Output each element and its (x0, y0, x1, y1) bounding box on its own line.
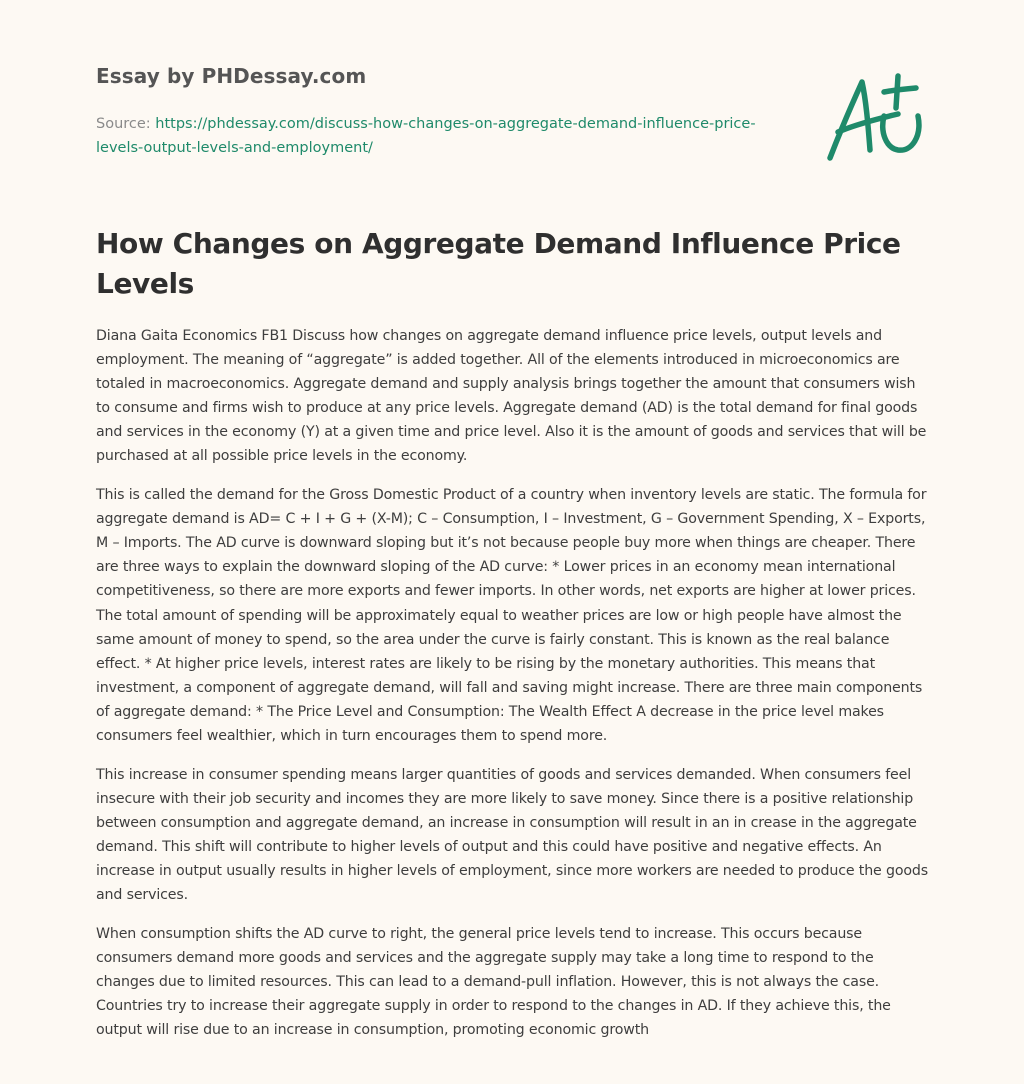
paragraph: This is called the demand for the Gross Domestic Product of a country when inventory levels are static. The formula for aggregate demand is AD= C + I + G + (X-M); C – Consumption, I – Investment, G – Government Spending, X – Exports, M – Imports. The AD curve is downward sloping but it’s not because people buy more when things are cheaper. There are three ways to explain the downward sloping of the AD curve: * Lower prices in an economy mean international competitiveness, so there are more exports and fewer imports. In other words, net exports are higher at lower prices. The total amount of spending will be approximately equal to weather prices are low or high people have almost the same amount of money to spend, so the area under the curve is fairly constant. This is known as the real balance effect. * At higher price levels, interest rates are likely to be rising by the monetary authorities. This means that investment, a component of aggregate demand, will fall and saving might increase. There are three main components of aggregate demand: * The Price Level and Consumption: The Wealth Effect A decrease in the price level makes consumers feel wealthier, which in turn encourages them to spend more. (96, 487, 927, 744)
source-line (96, 112, 796, 160)
paragraph: Diana Gaita Economics FB1 Discuss how changes on aggregate demand influence price levels, output levels and employment. The meaning of “aggregate” is added together. All of the elements introduced in microeconomics are totaled in macroeconomics. Aggregate demand and supply analysis brings together the amount that consumers wish to consume and firms wish to produce at any price levels. Aggregate demand (AD) is the total demand for final goods and services in the economy (Y) at a given time and price level. Also it is the amount of goods and services that will be purchased at all possible price levels in the economy. (96, 328, 927, 465)
site-brand: Essay by PHDessay.com (96, 64, 367, 88)
a-plus-logo-icon (822, 70, 930, 166)
source-link[interactable]: https://phdessay.com/discuss-how-changes-on-aggregate-demand-influence-price-levels-output-levels-and-employment/ (96, 116, 756, 156)
paragraph: When consumption shifts the AD curve to right, the general price levels tend to increase. This occurs because consumers demand more goods and services and the aggregate supply may take a long time to respond to the changes due to limited resources. This can lead to a demand-pull inflation. However, this is not always the case. Countries try to increase their aggregate supply in order to respond to the changes in AD. If they achieve this, the output will rise due to an increase in consumption, promoting economic growth (96, 925, 891, 1039)
paragraph: This increase in consumer spending means larger quantities of goods and services demanded. When consumers feel insecure with their job security and incomes they are more likely to save money. Since there is a positive relationship between consumption and aggregate demand, an increase in consumption will result in an in crease in the aggregate demand. This shift will contribute to higher levels of output and this could have positive and negative effects. An increase in output usually results in higher levels of employment, since more workers are needed to produce the goods and services. (96, 766, 928, 904)
source-label: Source: (96, 116, 156, 132)
article-title: How Changes on Aggregate Demand Influence Price Levels (96, 227, 901, 300)
article-body (96, 324, 928, 1057)
